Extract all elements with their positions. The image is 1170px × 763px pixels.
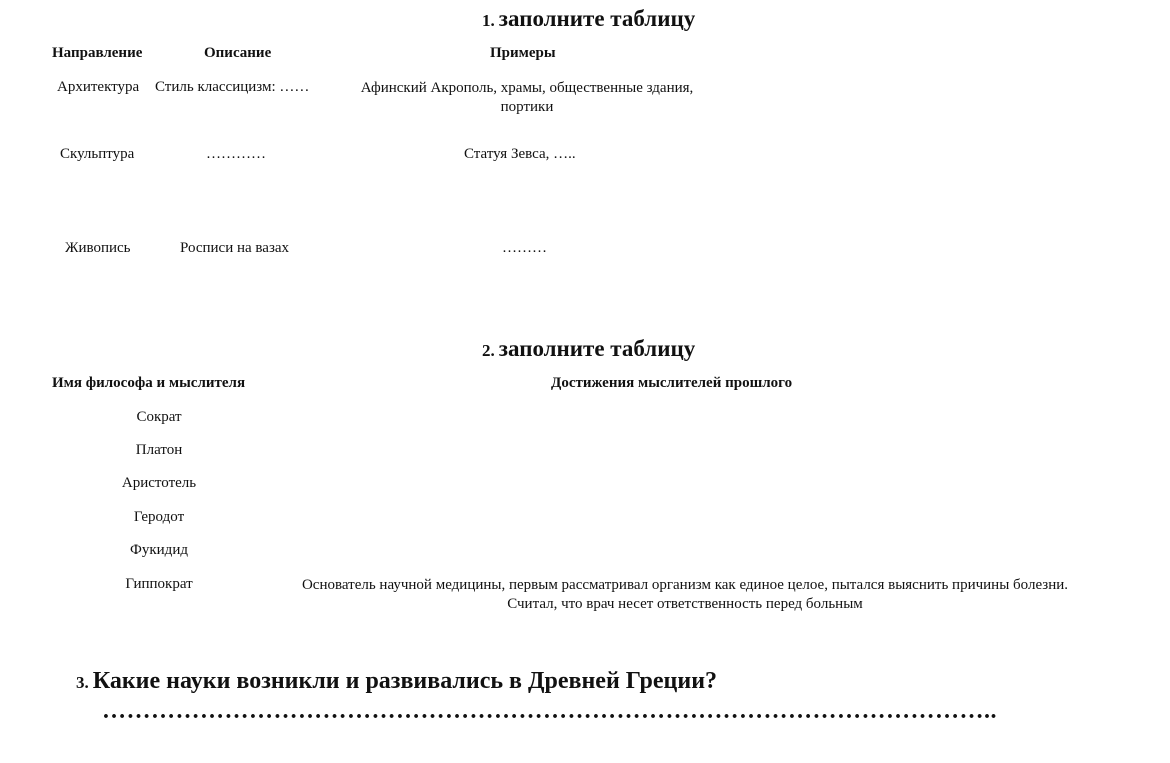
task1-row-1-examples: Статуя Зевса, …..: [464, 146, 576, 162]
header-direction: Направление: [52, 45, 143, 61]
task1-row-0-description: Стиль классицизм: ……: [155, 79, 310, 95]
header-achievements: Достижения мыслителей прошлого: [551, 375, 793, 391]
philosopher-name: Платон: [135, 442, 183, 458]
header-description: Описание: [204, 45, 272, 61]
task3-answer-line: ………………………………………………………………………………………………..: [102, 698, 997, 724]
philosopher-name: Геродот: [133, 509, 185, 525]
philosopher-achievement: Основатель научной медицины, первым рассматривал организм как единое целое, пытался выяснить причины болезни. Считал, что врач несет ответственность перед больным: [301, 577, 1069, 612]
task1-row-1-direction: Скульптура: [60, 146, 135, 162]
task2-heading: [482, 336, 695, 362]
task3-number: 3.: [76, 673, 89, 692]
task1-row-2-examples: ………: [502, 240, 547, 256]
philosopher-name: Аристотель: [121, 475, 197, 491]
task1-heading: [482, 6, 695, 32]
task1-row-0-direction: Архитектура: [57, 79, 140, 95]
task3-question-text: Какие науки возникли и развивались в Древней Греции?: [92, 668, 718, 694]
philosopher-name: Фукидид: [130, 542, 188, 558]
task1-row-2-description: Росписи на вазах: [180, 240, 290, 256]
task1-row-2-direction: Живопись: [65, 240, 131, 256]
task1-title: заполните таблицу: [498, 6, 696, 31]
header-philosopher-name: Имя философа и мыслителя: [52, 375, 246, 391]
task1-row-0-examples: Афинский Акрополь, храмы, общественные здания, портики: [360, 80, 694, 115]
task2-number: 2.: [482, 341, 495, 360]
task1-number: 1.: [482, 11, 495, 30]
task3-question: [76, 668, 717, 695]
task1-row-1-description: …………: [206, 146, 266, 162]
task2-title: заполните таблицу: [498, 336, 696, 361]
header-examples: Примеры: [490, 45, 556, 61]
philosopher-name: Гиппократ: [125, 576, 193, 592]
philosopher-name: Сократ: [136, 409, 182, 425]
